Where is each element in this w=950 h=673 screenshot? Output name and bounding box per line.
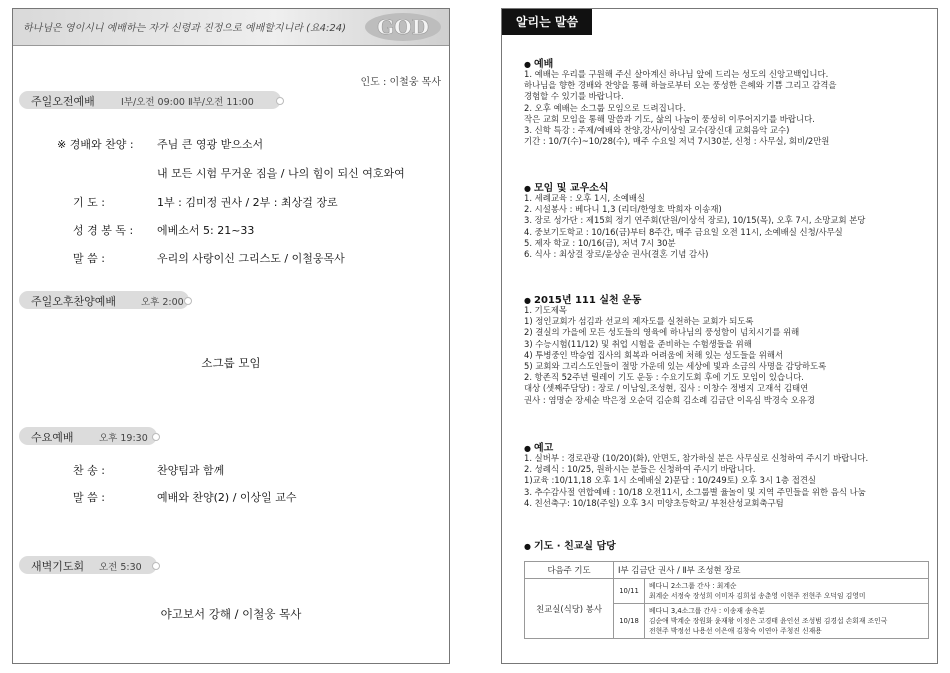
cell-line: 베다니 3,4소그룹 간사 : 이송재 송옥분 xyxy=(649,607,765,615)
section-time: 오후 19:30 xyxy=(99,433,148,444)
section-title: 주일오후찬양예배 xyxy=(31,295,117,308)
table-row xyxy=(525,562,929,579)
row-label: 찬 송 : xyxy=(73,464,105,477)
list-item: 작은 교회 모임을 통해 말씀과 기도, 삶의 나눔이 풍성히 이루어지기를 바랍니다. xyxy=(524,113,815,124)
list-item: 1)교육 :10/11,18 오후 1시 소예배실 2)문답 : 10/249토) 오후 3시 1층 접견실 xyxy=(524,475,817,486)
row-value: 내 모든 시험 무거운 짐을 / 나의 힘이 되신 여호와여 xyxy=(157,167,405,180)
table-cell: 10/11 xyxy=(614,579,645,604)
table-cell: Ⅰ부 김금단 권사 / Ⅱ부 조성현 장로 xyxy=(614,562,929,579)
worship-order-panel xyxy=(12,8,450,664)
worship-list xyxy=(524,69,836,147)
cell-line: 전현주 박정선 나용선 이은애 김창숙 이연아 주청진 신재용 xyxy=(649,627,822,635)
row-value: 예배와 찬양(2) / 이상일 교수 xyxy=(157,491,297,504)
list-item: 2. 시설봉사 : 베다니 1,3 (리더/한영호 박희자 이송재) xyxy=(524,204,722,215)
list-item: 1. 기도제목 xyxy=(524,305,568,315)
svg-text:GOD: GOD xyxy=(377,15,429,39)
cell-line: 베다니 2소그룹 간사 : 최계순 xyxy=(649,582,737,590)
table-cell: 10/18 xyxy=(614,604,645,639)
row-value: 주님 큰 영광 받으소서 xyxy=(157,138,264,151)
list-item: 3. 신학 특강 : 주제/예배와 찬양,강사/이상일 교수(장신대 교회음악 교수) xyxy=(524,125,790,136)
movement-heading: ● 2015년 111 실천 운동 xyxy=(524,291,641,306)
list-item: 1. 실버부 : 경로관광 (10/20)(화), 안면도, 참가하실 분은 사무실로 신청하여 주시기 바랍니다. xyxy=(524,453,869,463)
section-afternoon-service xyxy=(19,291,189,309)
cell-line: 최계순 서정숙 장성희 이미자 김희섭 송춘영 이현주 전현주 오덕임 김영미 xyxy=(649,592,866,600)
row-label: 말 씀 : xyxy=(73,491,105,504)
prayer-fellowship-table xyxy=(524,561,929,639)
afternoon-program: 소그룹 모임 xyxy=(201,356,261,370)
row-value: 1부 : 김미정 권사 / 2부 : 최상걸 장로 xyxy=(157,196,338,209)
meetings-heading: ● 모임 및 교우소식 xyxy=(524,179,609,194)
announcements-panel xyxy=(501,8,938,664)
section-title: 새벽기도회 xyxy=(31,560,85,573)
section-title: 수요예배 xyxy=(31,431,74,444)
meetings-list xyxy=(524,193,865,260)
section-time: 오후 2:00 xyxy=(141,297,184,308)
table-cell: 친교실(식당) 봉사 xyxy=(525,579,614,639)
worship-heading: ● 예배 xyxy=(524,55,553,70)
notice-list xyxy=(524,453,868,509)
list-item: 3. 장로 성가단 : 제15회 정기 연주회(단원/이상석 장로), 10/15(목), 오후 7시, 소망교회 본당 xyxy=(524,215,866,226)
table-row xyxy=(525,579,929,604)
list-item: 하나님을 향한 경배와 찬양을 통해 하늘로부터 오는 풍성한 은혜와 기쁨 그리고 감격을 xyxy=(524,80,837,91)
row-label: 말 씀 : xyxy=(73,252,105,265)
god-logo-icon xyxy=(363,11,443,43)
announcements-header: 알리는 말씀 xyxy=(502,9,592,35)
banner-verse: 하나님은 영이시니 예배하는 자가 신령과 진정으로 예배할지니라 (요4:24) xyxy=(23,23,346,34)
list-item: 6. 식사 : 최상걸 장로/윤상순 권사(결혼 기념 감사) xyxy=(524,249,709,260)
row-label: ※ 경배와 찬양 : xyxy=(57,138,134,151)
list-item: 4) 투병중인 박승엽 집사의 회복과 어려움에 처해 있는 성도들을 위해서 xyxy=(524,349,784,360)
cell-line: 김순애 박계순 장원화 윤재왕 이정은 고경태 윤인선 조성범 김경섭 손회재 조인국 xyxy=(649,617,888,625)
list-item: 대상 (셋째주담당) : 장로 / 이남일,조성현, 집사 : 이창수 정병지 고재석 김태연 xyxy=(524,383,809,394)
list-item: 1) 정인교회가 섬김과 선교의 제자도를 실천하는 교회가 되도록 xyxy=(524,316,754,327)
notice-heading: ● 예고 xyxy=(524,439,553,454)
list-item: 2. 오후 예배는 소그룹 모임으로 드려집니다. xyxy=(524,102,686,113)
list-item: 4. 중보기도학교 : 10/16(금)부터 8주간, 매주 금요일 오전 11시, 소예배실 신청/사무실 xyxy=(524,226,843,237)
list-item: 기간 : 10/7(수)~10/28(수), 매주 수요일 저녁 7시30분, 신청 : 사무실, 회비/2만원 xyxy=(524,136,830,147)
list-item: 2. 항존직 52주년 릴레이 기도 운동 : 수요기도회 후에 기도 모임이 있습니다. xyxy=(524,372,804,383)
list-item: 3) 수능시험(11/12) 및 취업 시험을 준비하는 수험생들을 위해 xyxy=(524,338,752,349)
list-item: 2) 결실의 가을에 모든 성도들의 영육에 하나님의 풍성함이 넘치시기를 위해 xyxy=(524,327,800,338)
row-label: 기 도 : xyxy=(73,196,105,209)
row-value: 찬양팀과 함께 xyxy=(157,464,225,477)
list-item: 권사 : 염명순 장세순 박은정 오순덕 김순희 김소례 김금단 이옥심 박경숙 오유경 xyxy=(524,394,815,405)
section-dawn-prayer xyxy=(19,556,157,574)
dawn-program: 야고보서 강해 / 이철웅 목사 xyxy=(160,607,302,621)
list-item: 4. 친선축구: 10/18(주일) 오후 3시 미양초등학교/ 부천산성교회축구팀 xyxy=(524,497,784,508)
list-item: 2. 성례식 : 10/25, 원하시는 분들은 신청하여 주시기 바랍니다. xyxy=(524,464,756,475)
list-item: 5) 교회와 그리스도인들이 절망 가운데 있는 세상에 빛과 소금의 사명을 감당하도록 xyxy=(524,361,827,372)
section-wednesday-service xyxy=(19,427,157,445)
section-time: 오전 5:30 xyxy=(99,562,142,573)
service-leader: 인도 : 이철웅 목사 xyxy=(360,77,441,88)
scripture-banner xyxy=(13,9,449,46)
section-time: Ⅰ부/오전 09:00 Ⅱ부/오전 11:00 xyxy=(121,97,254,108)
list-item: 1. 세례교육 : 오후 1시, 소예배실 xyxy=(524,193,646,203)
list-item: 3. 추수감사절 연합예배 : 10/18 오전11시, 소그룹별 율놀이 및 지역 주민들을 위한 음식 나눔 xyxy=(524,486,866,497)
list-item: 1. 예배는 우리를 구원해 주신 살아계신 하나님 앞에 드리는 성도의 신앙고백입니다. xyxy=(524,69,829,79)
row-value: 우리의 사랑이신 그리스도 / 이철웅목사 xyxy=(157,252,345,265)
prayer-heading: ● 기도 · 친교실 담당 xyxy=(524,537,616,552)
section-title: 주일오전예배 xyxy=(31,95,95,108)
row-label: 성 경 봉 독 : xyxy=(73,224,134,237)
row-value: 에베소서 5: 21~33 xyxy=(157,224,255,237)
section-morning-service xyxy=(19,91,281,109)
table-cell xyxy=(645,604,929,639)
list-item: 5. 제자 학교 : 10/16(금), 저녁 7시 30분 xyxy=(524,237,676,248)
table-cell: 다음주 기도 xyxy=(525,562,614,579)
list-item: 경험할 수 있기를 바랍니다. xyxy=(524,91,624,102)
movement-list xyxy=(524,305,826,406)
table-cell xyxy=(645,579,929,604)
